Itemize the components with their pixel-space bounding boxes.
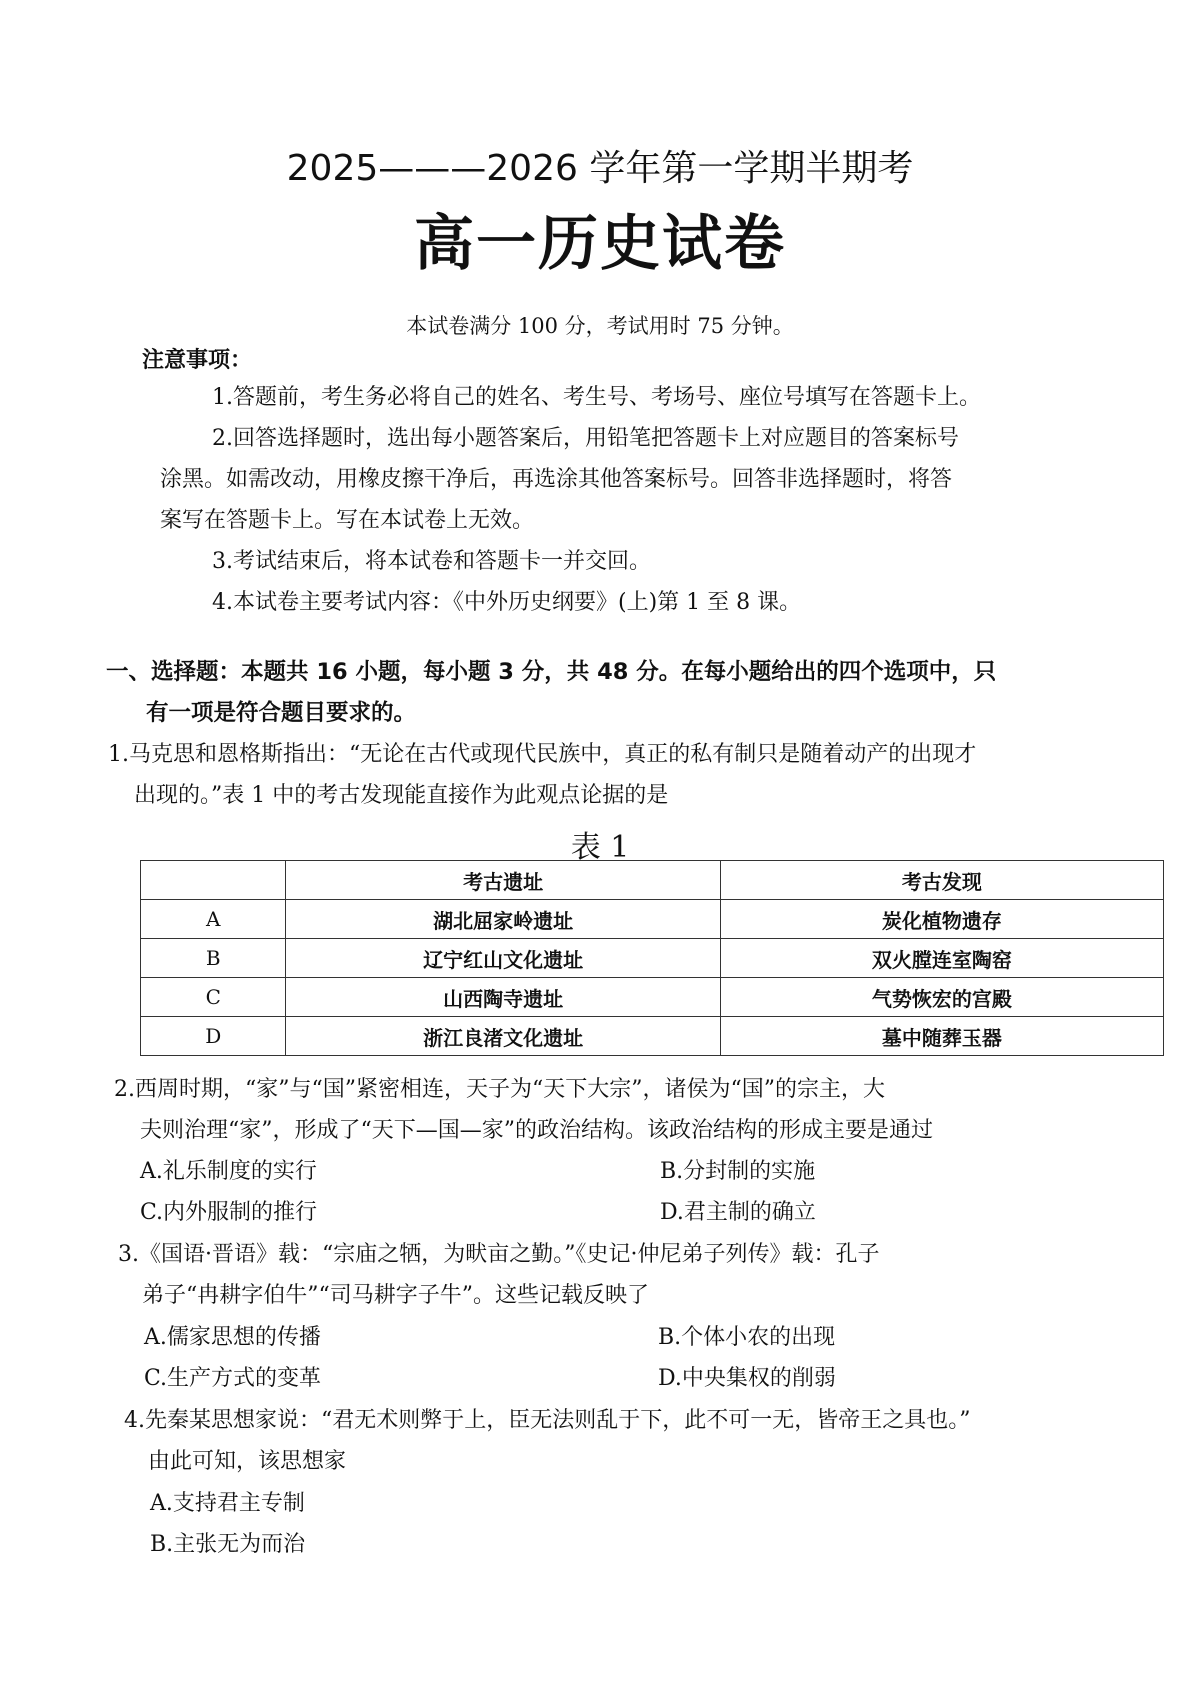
exam-title: 高一历史试卷 [414, 209, 786, 279]
table-cell-option: C [141, 978, 286, 1017]
table-row [141, 1017, 1164, 1056]
question-2-line-1: 2.西周时期，“家”与“国”紧密相连，天子为“天下大宗”，诸侯为“国”的宗主，大 [114, 1077, 885, 1102]
archaeology-table [140, 860, 1164, 1056]
notice-item-1: 1.答题前，考生务必将自己的姓名、考生号、考场号、座位号填写在答题卡上。 [212, 385, 981, 410]
question-1-line-1: 1.马克思和恩格斯指出：“无论在古代或现代民族中，真正的私有制只是随着动产的出现才 [108, 742, 977, 767]
question-1-line-2: 出现的。”表 1 中的考古发现能直接作为此观点论据的是 [134, 783, 669, 808]
table-header-cell [141, 861, 286, 900]
section-1-heading-line-2: 有一项是符合题目要求的。 [146, 700, 417, 726]
table-cell-discovery: 双火膛连室陶窑 [720, 939, 1163, 978]
table-cell-option: A [141, 900, 286, 939]
question-2-option-b: B.分封制的实施 [660, 1159, 816, 1184]
table-cell-site: 辽宁红山文化遗址 [286, 939, 720, 978]
question-2-option-d: D.君主制的确立 [660, 1200, 816, 1225]
table-cell-site: 山西陶寺遗址 [286, 978, 720, 1017]
question-4-line-2: 由此可知，该思想家 [148, 1449, 347, 1474]
table-cell-site: 湖北屈家岭遗址 [286, 900, 720, 939]
question-3-option-c: C.生产方式的变革 [144, 1366, 322, 1391]
question-3-option-d: D.中央集权的削弱 [658, 1366, 836, 1391]
table-row [141, 900, 1164, 939]
table-cell-option: D [141, 1017, 286, 1056]
notice-item-2-line-2: 涂黑。如需改动，用橡皮擦干净后，再选涂其他答案标号。回答非选择题时，将答 [160, 467, 953, 492]
table-cell-discovery: 墓中随葬玉器 [720, 1017, 1163, 1056]
question-2-option-a: A.礼乐制度的实行 [140, 1159, 317, 1184]
notice-item-3: 3.考试结束后，将本试卷和答题卡一并交回。 [212, 549, 651, 574]
table-cell-discovery: 炭化植物遗存 [720, 900, 1163, 939]
question-3-option-a: A.儒家思想的传播 [144, 1325, 321, 1350]
notice-heading: 注意事项： [142, 348, 253, 373]
section-1-heading-line-1: 一、选择题：本题共 16 小题，每小题 3 分，共 48 分。在每小题给出的四个选项中，只 [106, 659, 997, 685]
notice-item-2-line-3: 案写在答题卡上。写在本试卷上无效。 [160, 508, 535, 533]
question-3-line-2: 弟子“冉耕字伯牛”“司马耕字子牛”。这些记载反映了 [142, 1283, 649, 1308]
table-cell-option: B [141, 939, 286, 978]
exam-subtitle: 2025———2026 学年第一学期半期考 [286, 148, 914, 189]
table-header-cell: 考古遗址 [286, 861, 720, 900]
question-2-option-c: C.内外服制的推行 [140, 1200, 318, 1225]
question-4-line-1: 4.先秦某思想家说：“君无术则弊于上，臣无法则乱于下，此不可一无，皆帝王之具也。” [124, 1408, 971, 1433]
table-row [141, 939, 1164, 978]
question-2-line-2: 夫则治理“家”，形成了“天下—国—家”的政治结构。该政治结构的形成主要是通过 [140, 1118, 933, 1143]
question-4-option-a: A.支持君主专制 [150, 1491, 305, 1516]
table-header-row [141, 861, 1164, 900]
table-caption: 表 1 [570, 830, 630, 865]
table-header-cell: 考古发现 [720, 861, 1163, 900]
notice-item-4: 4.本试卷主要考试内容：《中外历史纲要》(上)第 1 至 8 课。 [212, 590, 802, 615]
question-3-option-b: B.个体小农的出现 [658, 1325, 836, 1350]
table-row [141, 978, 1164, 1017]
exam-info: 本试卷满分 100 分，考试用时 75 分钟。 [406, 314, 794, 338]
table-cell-site: 浙江良渚文化遗址 [286, 1017, 720, 1056]
question-4-option-b: B.主张无为而治 [150, 1532, 306, 1557]
question-3-line-1: 3.《国语·晋语》载：“宗庙之牺，为畎亩之勤。”《史记·仲尼弟子列传》载：孔子 [118, 1242, 880, 1267]
table-cell-discovery: 气势恢宏的宫殿 [720, 978, 1163, 1017]
notice-item-2-line-1: 2.回答选择题时，选出每小题答案后，用铅笔把答题卡上对应题目的答案标号 [212, 426, 959, 451]
